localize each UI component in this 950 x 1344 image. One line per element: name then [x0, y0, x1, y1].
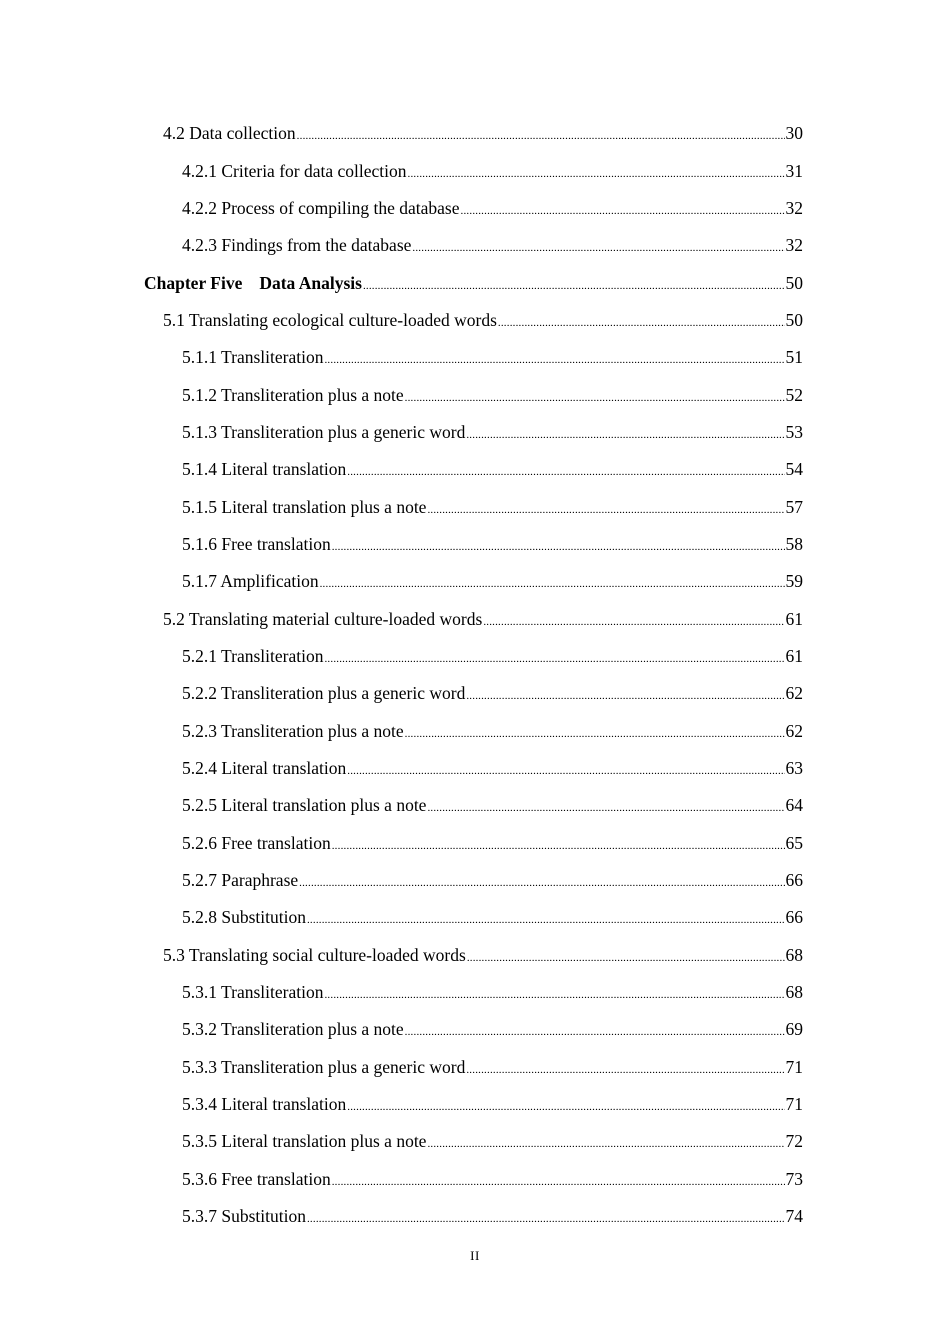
toc-entry-5-1-3[interactable]: [182, 421, 803, 446]
toc-leader-dots: [467, 947, 785, 969]
toc-leader-dots: [498, 312, 785, 334]
toc-leader-dots: [347, 760, 784, 782]
toc-leader-dots: [297, 125, 785, 147]
toc-leader-dots: [347, 461, 784, 483]
toc-entry-title: 5.2.5 Literal translation plus a note: [182, 795, 427, 815]
toc-entry-title: 5.1 Translating ecological culture-loaded words: [163, 310, 497, 330]
toc-entry-5-2-7[interactable]: [182, 869, 803, 894]
toc-entry-title: 5.3.7 Substitution: [182, 1206, 306, 1226]
toc-entry-5-2-3[interactable]: [182, 720, 803, 745]
toc-leader-dots: [307, 1208, 785, 1230]
toc-page-number: 54: [785, 459, 803, 479]
toc-leader-dots: [483, 611, 784, 633]
toc-entry-5-3-2[interactable]: [182, 1018, 803, 1043]
toc-entry-title: 5.2.8 Substitution: [182, 907, 306, 927]
toc-leader-dots: [461, 200, 785, 222]
toc-leader-dots: [466, 685, 784, 707]
toc-page-number: 61: [785, 609, 803, 629]
toc-entry-5-3-1[interactable]: [182, 981, 803, 1006]
toc-entry-title: 5.1.7 Amplification: [182, 571, 319, 591]
toc-page-number: 51: [785, 347, 803, 367]
toc-entry-title: 5.3.5 Literal translation plus a note: [182, 1131, 427, 1151]
toc-page-number: 52: [785, 385, 803, 405]
toc-entry-title: 5.1.5 Literal translation plus a note: [182, 497, 427, 517]
toc-page-number: 61: [785, 646, 803, 666]
toc-entry-title: 5.2.3 Transliteration plus a note: [182, 721, 404, 741]
toc-page-number: 68: [785, 982, 803, 1002]
toc-entry-5-3-3[interactable]: [182, 1056, 803, 1081]
toc-entry-5-2-1[interactable]: [182, 645, 803, 670]
toc-entry-5-1-6[interactable]: [182, 533, 803, 558]
toc-page-number: 62: [785, 721, 803, 741]
toc-leader-dots: [332, 835, 785, 857]
toc-page-number: 66: [785, 870, 803, 890]
toc-page-number: 72: [785, 1131, 803, 1151]
toc-entry-5-3-7[interactable]: [182, 1205, 803, 1230]
toc-leader-dots: [427, 797, 784, 819]
toc-entry-title: 5.2.2 Transliteration plus a generic word: [182, 683, 466, 703]
toc-leader-dots: [347, 1096, 784, 1118]
toc-entry-title: 5.3.4 Literal translation: [182, 1094, 347, 1114]
toc-leader-dots: [332, 1171, 785, 1193]
toc-entry-title: 4.2.2 Process of compiling the database: [182, 198, 460, 218]
toc-page-number: 58: [785, 534, 803, 554]
toc-entry-title: 4.2 Data collection: [163, 123, 296, 143]
toc-page-number: 63: [785, 758, 803, 778]
toc-entry-title: 5.2 Translating material culture-loaded words: [163, 609, 483, 629]
toc-entry-title: 5.2.1 Transliteration: [182, 646, 324, 666]
toc-leader-dots: [324, 648, 784, 670]
toc-entry-5-1-7[interactable]: [182, 570, 803, 595]
toc-chapter-title: [144, 272, 362, 294]
toc-page-number: 74: [785, 1206, 803, 1226]
toc-entry-5-3[interactable]: [163, 944, 803, 969]
toc-leader-dots: [466, 424, 784, 446]
toc-page-number: 66: [785, 907, 803, 927]
toc-entry-5-1-4[interactable]: [182, 458, 803, 483]
toc-entry-5-3-6[interactable]: [182, 1168, 803, 1193]
toc-page-number: 32: [785, 235, 803, 255]
toc-page-number: 69: [785, 1019, 803, 1039]
toc-entry-title: 5.3.1 Transliteration: [182, 982, 324, 1002]
toc-page-number: 64: [785, 795, 803, 815]
toc-leader-dots: [332, 536, 785, 558]
toc-entry-5-1-1[interactable]: [182, 346, 803, 371]
toc-entry-5-2-4[interactable]: [182, 757, 803, 782]
toc-page-number: 59: [785, 571, 803, 591]
toc-entry-5-2[interactable]: [163, 608, 803, 633]
toc-entry-title: 5.2.4 Literal translation: [182, 758, 347, 778]
toc-page-number: 53: [785, 422, 803, 442]
toc-page-number: 65: [785, 833, 803, 853]
toc-page-number: 31: [785, 161, 803, 181]
toc-entry-title: 5.2.6 Free translation: [182, 833, 331, 853]
toc-leader-dots: [412, 237, 784, 259]
toc-entry-title: 4.2.3 Findings from the database: [182, 235, 412, 255]
toc-chapter-name: Data Analysis: [259, 273, 362, 293]
toc-leader-dots: [427, 499, 784, 521]
toc-page-number: 50: [785, 273, 803, 293]
toc-entry-title: 5.2.7 Paraphrase: [182, 870, 299, 890]
toc-leader-dots: [307, 909, 785, 931]
toc-page-number: 71: [785, 1057, 803, 1077]
toc-entry-title: 5.3.3 Transliteration plus a generic word: [182, 1057, 466, 1077]
toc-entry-title: 5.1.1 Transliteration: [182, 347, 324, 367]
toc-leader-dots: [408, 163, 785, 185]
toc-leader-dots: [299, 872, 784, 894]
toc-leader-dots: [405, 723, 785, 745]
toc-leader-dots: [363, 275, 785, 297]
toc-entry-title: 5.3 Translating social culture-loaded words: [163, 945, 466, 965]
toc-page-number: 50: [785, 310, 803, 330]
toc-entry-5-3-4[interactable]: [182, 1093, 803, 1118]
toc-page-number: 71: [785, 1094, 803, 1114]
page-footer-number: II: [470, 1248, 480, 1263]
toc-page-number: 57: [785, 497, 803, 517]
toc-leader-dots: [324, 349, 784, 371]
toc-entry-4-2-1[interactable]: [182, 160, 803, 185]
toc-entry-5-1[interactable]: [163, 309, 803, 334]
toc-page-number: 32: [785, 198, 803, 218]
toc-leader-dots: [320, 573, 785, 595]
toc-entry-title: 5.1.2 Transliteration plus a note: [182, 385, 404, 405]
toc-entry-5-1-2[interactable]: [182, 384, 803, 409]
toc-chapter-label: Chapter Five: [144, 273, 243, 293]
toc-entry-4-2-2[interactable]: [182, 197, 803, 222]
toc-entry-chapter-five[interactable]: [144, 272, 803, 297]
toc-leader-dots: [405, 1021, 785, 1043]
toc-entry-title: 5.3.6 Free translation: [182, 1169, 331, 1189]
toc-page-number: 62: [785, 683, 803, 703]
toc-leader-dots: [466, 1059, 784, 1081]
toc-entry-5-3-5[interactable]: [182, 1130, 803, 1155]
toc-page-number: 73: [785, 1169, 803, 1189]
toc-entry-5-2-8[interactable]: [182, 906, 803, 931]
toc-entry-title: 5.3.2 Transliteration plus a note: [182, 1019, 404, 1039]
toc-entry-5-2-2[interactable]: [182, 682, 803, 707]
toc-entry-4-2-3[interactable]: [182, 234, 803, 259]
toc-entry-title: 5.1.6 Free translation: [182, 534, 331, 554]
toc-entry-title: 4.2.1 Criteria for data collection: [182, 161, 407, 181]
toc-page-number: 68: [785, 945, 803, 965]
toc-entry-4-2[interactable]: [163, 122, 803, 147]
toc-page-number: 30: [785, 123, 803, 143]
toc-entry-5-1-5[interactable]: [182, 496, 803, 521]
toc-entry-title: 5.1.3 Transliteration plus a generic word: [182, 422, 466, 442]
toc-entry-5-2-5[interactable]: [182, 794, 803, 819]
toc-entry-title: 5.1.4 Literal translation: [182, 459, 347, 479]
toc-entry-5-2-6[interactable]: [182, 832, 803, 857]
toc-leader-dots: [427, 1133, 784, 1155]
toc-leader-dots: [405, 387, 785, 409]
toc-leader-dots: [324, 984, 784, 1006]
